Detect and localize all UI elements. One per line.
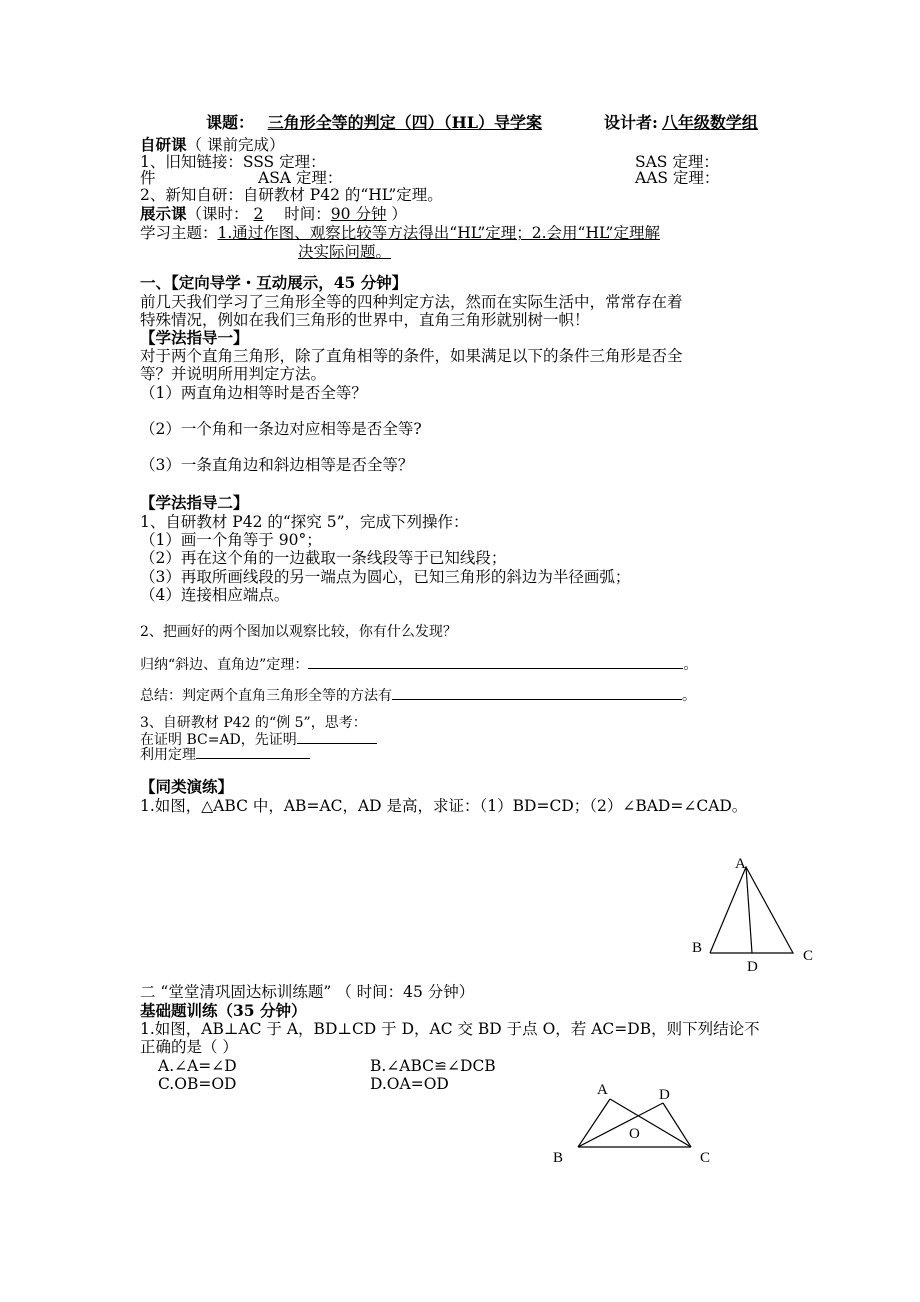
conclude-blank[interactable] [392, 685, 682, 700]
segment-ba [578, 1099, 610, 1147]
part2-question-1-line1: 1.如图，AB⊥AC 于 A，BD⊥CD 于 D，AC 交 BD 于点 O，若 AC=DB，则下列结论不 [140, 1020, 760, 1038]
guide2-heading: 【学法指导二】 [140, 493, 249, 512]
triangle-figure-2 [545, 1075, 725, 1170]
segment-ac [610, 1099, 691, 1147]
new-knowledge-line: 2、新知自研：自研教材 P42 的“HL”定理。 [140, 186, 443, 204]
page-title-row [206, 114, 542, 132]
time-value: 90 分钟 [330, 205, 387, 223]
segment-dc [663, 1103, 691, 1147]
summary-blank[interactable] [308, 654, 683, 669]
asa-theorem: ASA 定理： [258, 169, 343, 187]
display-class-line [140, 205, 407, 223]
line2-left: 件 [140, 169, 156, 187]
summary-label: 归纳“斜边、直角边”定理： [140, 657, 309, 673]
guide2-step: （2）再在这个角的一边截取一条线段等于已知线段； [140, 549, 507, 567]
title-label: 课题： [206, 113, 255, 132]
vertex-label-d: D [747, 959, 758, 975]
designer [604, 114, 758, 132]
vertex-label-a: A [735, 856, 746, 872]
display-class-close: ） [391, 205, 407, 223]
use-blank[interactable] [196, 746, 310, 759]
basic-heading: 基础题训练（35 分钟） [140, 1001, 307, 1020]
self-study-note: （ 课前完成） [186, 136, 285, 154]
summary-end: 。 [683, 657, 698, 673]
summary-line [140, 654, 697, 674]
vertex-label-o: O [629, 1126, 640, 1142]
option-b: B.∠ABC≌∠DCB [370, 1057, 496, 1075]
practice-heading: 【同类演练】 [140, 777, 234, 796]
old-knowledge-line: 1、旧知链接：SSS 定理： [140, 153, 326, 171]
theme-label: 学习主题： [140, 224, 218, 242]
practice-question-1: 1.如图，△ABC 中，AB=AC，AD 是高，求证：（1）BD=CD；（2）∠BAD=∠CAD。 [140, 797, 748, 815]
use-line [140, 746, 310, 763]
part2-question-1-line2: 正确的是（ ） [140, 1038, 238, 1056]
guide2-step: （4）连接相应端点。 [140, 586, 290, 604]
option-a: A.∠A=∠D [158, 1057, 237, 1075]
conclude-label: 总结：判定两个直角三角形全等的方法有 [140, 688, 392, 704]
use-label: 利用定理 [140, 747, 196, 763]
theme-text-2: 决实际问题。 [298, 243, 392, 261]
designer-label: 设计者: [604, 113, 658, 132]
display-class-heading: 展示课 [140, 204, 187, 223]
part1-heading: 一、【定向导学・互动展示，45 分钟】 [140, 273, 408, 292]
guide2-step: （1）画一个角等于 90°； [140, 531, 322, 549]
guide1-question-1: 对于两个直角三角形，除了直角相等的条件，如果满足以下的条件三角形是否全 [140, 347, 683, 365]
hours-value: 2 [253, 205, 264, 223]
prove-blank[interactable] [297, 731, 377, 744]
observe-line: 2、把画好的两个图加以观察比较，你有什么发现？ [140, 624, 457, 640]
self-study-heading [140, 136, 284, 154]
page-title: 三角形全等的判定（四）（HL）导学案 [267, 113, 542, 132]
prove-label: 在证明 BC=AD，先证明 [140, 732, 297, 748]
vertex-label-a: A [597, 1082, 608, 1098]
time-label: 时间： [284, 205, 331, 223]
option-c: C.OB=OD [158, 1075, 237, 1093]
guide1-item: （3）一条直角边和斜边相等是否全等？ [140, 456, 414, 474]
aas-theorem: AAS 定理： [635, 169, 720, 187]
vertex-label-c: C [700, 1150, 711, 1166]
triangle-figure-1 [680, 850, 820, 980]
segment-bd [578, 1103, 663, 1147]
sas-theorem: SAS 定理： [635, 153, 719, 171]
part2-heading: 二 “堂堂清巩固达标训练题” （ 时间：45 分钟） [140, 983, 475, 1001]
designer-name: 八年级数学组 [661, 113, 758, 132]
hours-label: （课时： [186, 205, 249, 223]
conclude-end: 。 [682, 688, 696, 704]
conclude-line [140, 685, 696, 705]
guide2-step: （3）再取所画线段的另一端点为圆心，已知三角形的斜边为半径画弧； [140, 568, 631, 586]
vertex-label-b: B [553, 1150, 564, 1166]
intro-line-2: 特殊情况，例如在我们三角形的世界中，直角三角形就别树一帜！ [140, 311, 590, 329]
self-study-title: 自研课 [140, 135, 187, 154]
guide1-item: （1）两直角边相等时是否全等？ [140, 384, 367, 402]
guide1-item: （2）一个角和一条边对应相等是否全等? [140, 420, 422, 438]
guide1-question-2: 等？并说明所用判定方法。 [140, 365, 327, 383]
vertex-label-d: D [659, 1087, 670, 1103]
theme-text-1: 1.通过作图、观察比较等方法得出“HL”定理；2.会用“HL”定理解 [217, 224, 660, 242]
vertex-label-b: B [692, 940, 703, 956]
vertex-label-c: C [803, 948, 814, 964]
intro-line-1: 前几天我们学习了三角形全等的四种判定方法，然而在实际生活中，常常存在着 [140, 293, 683, 311]
guide2-task: 1、自研教材 P42 的“探究 5”，完成下列操作： [140, 513, 469, 531]
guide1-heading: 【学法指导一】 [140, 328, 249, 347]
option-d: D.OA=OD [370, 1075, 449, 1093]
altitude-ad [746, 867, 752, 953]
example-line: 3、自研教材 P42 的“例 5”，思考： [140, 715, 367, 731]
theme-line [140, 224, 660, 242]
